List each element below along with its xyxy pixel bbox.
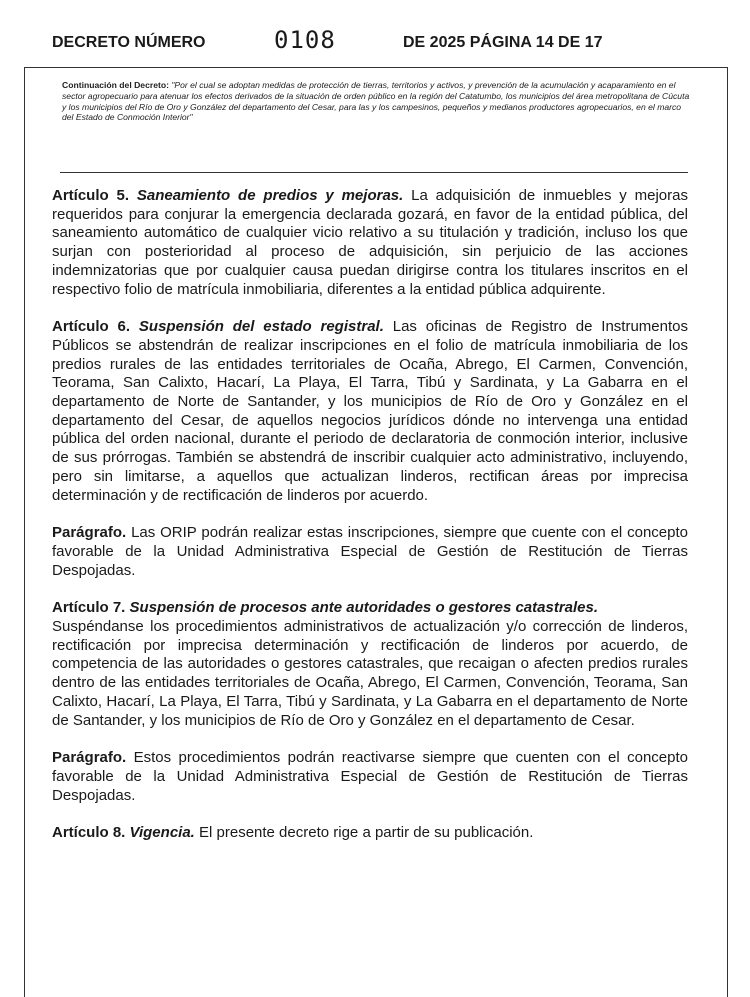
article-7-paragraph	[52, 749, 688, 805]
article-6	[52, 318, 688, 505]
article-title: Saneamiento de predios y mejoras.	[136, 187, 404, 204]
article-text: Las oficinas de Registro de Instrumentos Públicos se abstendrán de realizar inscripciones en el folio de matrícula inmobiliaria de los predios rurales de las entidades territoriales de Ocaña, Abrego, El Carmen, Convención, Teorama, San Calixto, Hacarí, La Playa, El Tarra, Tibú y Sardinata, y La Gabarra en el departamento de Norte de Santander, y los municipios de Río de Oro y González en el departamento del Cesar, de aquellos negocios jurídicos dónde no intervenga una entidad pública del orden nacional, durante el periodo de declaratoria de conmoción interior, inclusive de sus prórrogas. También se abstendrá de inscribir cualquier acto administrativo, incluyendo, pero sin limitarse, a aquellos que actualizan linderos, rectifican áreas por imprecisa determinación y de rectificación de linderos por acuerdo.	[52, 318, 688, 504]
decree-number-label: DECRETO NÚMERO	[52, 34, 206, 51]
page-header	[52, 26, 710, 60]
article-title: Vigencia.	[129, 824, 195, 842]
article-label: Artículo 8.	[52, 824, 126, 842]
article-7	[52, 599, 688, 730]
article-title: Suspensión de procesos ante autoridades o gestores catastrales.	[129, 599, 599, 617]
decree-number: 0108	[274, 26, 336, 54]
continuation-block	[62, 80, 692, 123]
article-text: Suspéndanse los procedimientos administrativos de actualización y/o corrección de linderos, rectificación por imprecisa determinación y rectificación de linderos por acuerdo, de competencia de las autoridades o gestores catastrales, que recaigan o afecten predios rurales dentro de las entidades territoriales de Ocaña, Abrego, El Carmen, Convención, Teorama, San Calixto, Hacarí, La Playa, El Tarra, Tibú y Sardinata, y La Gabarra en el departamento de Norte de Santander, y los municipios de Río de Oro y González en el departamento de Cesar.	[52, 618, 688, 729]
paragraph-text: Las ORIP podrán realizar estas inscripciones, siempre que cuente con el concepto favorable de la Unidad Administrativa Especial de Gestión de Restitución de Tierras Despojadas.	[52, 524, 688, 579]
article-label: Artículo 5.	[52, 187, 130, 204]
paragraph-label: Parágrafo.	[52, 749, 127, 767]
article-title: Suspensión del estado registral.	[138, 318, 384, 336]
article-8	[52, 824, 688, 843]
article-text: El presente decreto rige a partir de su publicación.	[199, 824, 534, 842]
article-label: Artículo 7.	[52, 599, 126, 617]
continuation-text: "Por el cual se adoptan medidas de protección de tierras, territorios y activos, y prevención de la acumulación y acaparamiento en el sector agropecuario para atenuar los efectos derivados de la situación de orden público en la región del Catatumbo, los municipios del área metropolitana de Cúcuta y los municipios del Río de Oro y González del departamento del Cesar, para las y los campesinos, pequeños y medianos productores agropecuarios, en el marco del Estado de Conmoción Interior"	[62, 80, 690, 123]
paragraph-text: Estos procedimientos podrán reactivarse siempre que cuenten con el concepto favorable de la Unidad Administrativa Especial de Gestión de Restitución de Tierras Despojadas.	[52, 749, 688, 804]
header-divider	[60, 172, 688, 173]
article-text: La adquisición de inmuebles y mejoras requeridos para conjurar la emergencia declarada gozará, en favor de la entidad pública, del saneamiento automático de cualquier vicio relativo a su titulación y tradición, incluso los que surjan con posterioridad al proceso de adquisición, sin perjuicio de las acciones indemnizatorias que por cualquier causa puedan dirigirse contra los titulares inscritos en el respectivo folio de matrícula inmobiliaria, diferentes a la entidad pública adquirente.	[52, 187, 688, 298]
article-label: Artículo 6.	[52, 318, 131, 336]
decree-body	[52, 187, 688, 862]
continuation-label: Continuación del Decreto:	[62, 80, 169, 90]
article-6-paragraph	[52, 524, 688, 580]
paragraph-label: Parágrafo.	[52, 524, 127, 542]
page-indicator: DE 2025 PÁGINA 14 DE 17	[403, 34, 603, 51]
article-5	[52, 187, 688, 299]
